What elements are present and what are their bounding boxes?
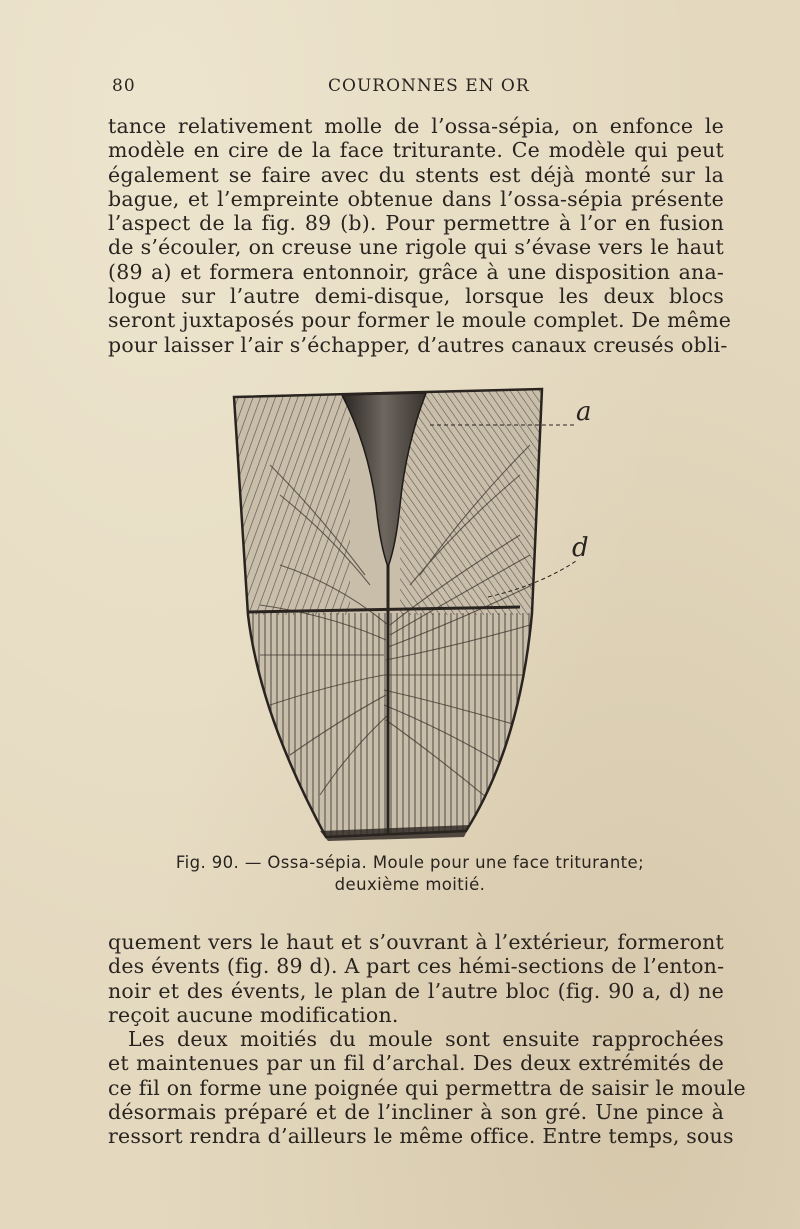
figure-label-d: d	[572, 533, 589, 563]
page-number: 80	[112, 76, 136, 96]
page-header	[108, 76, 728, 100]
text-line: ressort rendra d’ailleurs le même office. Entre temps, sous	[108, 1124, 734, 1149]
text-line: des évents (fig. 89 d). A part ces hémi-sections de l’enton-	[108, 954, 725, 979]
running-title: COURONNES EN OR	[328, 76, 530, 96]
mould-block	[220, 385, 610, 845]
text-line: bague, et l’empreinte obtenue dans l’ossa-sépia présente	[108, 186, 724, 211]
text-line: désormais préparé et de l’incliner à son gré. Une pince à	[108, 1100, 724, 1125]
text-line: pour laisser l’air s’échapper, d’autres canaux creusés obli-	[108, 332, 728, 357]
text-line: tance relativement molle de l’ossa-sépia, on enfonce le	[108, 114, 724, 138]
caption-line: deuxième moitié.	[334, 875, 486, 894]
text-line: seront juxtaposés pour former le moule complet. De même	[108, 308, 732, 333]
caption-line: Fig. 90. — Ossa-sépia. Moule pour une face triturante;	[175, 853, 645, 872]
figure-label-a: a	[576, 397, 592, 427]
text-line: également se faire avec du stents est déjà monté sur la	[108, 162, 724, 187]
text-line: modèle en cire de la face triturante. Ce modèle qui peut	[108, 138, 724, 163]
paragraph-2	[108, 930, 746, 1149]
text-line: noir et des évents, le plan de l’autre bloc (fig. 90 a, d) ne	[108, 978, 724, 1003]
text-line: logue sur l’autre demi-disque, lorsque les deux blocs	[108, 284, 724, 309]
text-line: Les deux moitiés du moule sont ensuite rapprochées	[128, 1027, 724, 1052]
text-line: (89 a) et formera entonnoir, grâce à une disposition ana-	[108, 259, 724, 284]
text-line: quement vers le haut et s’ouvrant à l’extérieur, formeront	[108, 930, 724, 954]
text-line: et maintenues par un fil d’archal. Des deux extrémités de	[108, 1051, 724, 1076]
figure-caption	[140, 852, 680, 896]
text-line: reçoit aucune modification.	[108, 1002, 399, 1027]
figure-mould-illustration	[220, 385, 610, 845]
text-line: ce fil on forme une poignée qui permettra de saisir le moule	[108, 1075, 746, 1100]
mould-engraving	[220, 385, 610, 845]
paragraph-1	[108, 114, 732, 357]
text-line: de s’écouler, on creuse une rigole qui s’évase vers le haut	[108, 235, 724, 260]
text-line: l’aspect de la fig. 89 (b). Pour permettre à l’or en fusion	[108, 211, 724, 236]
